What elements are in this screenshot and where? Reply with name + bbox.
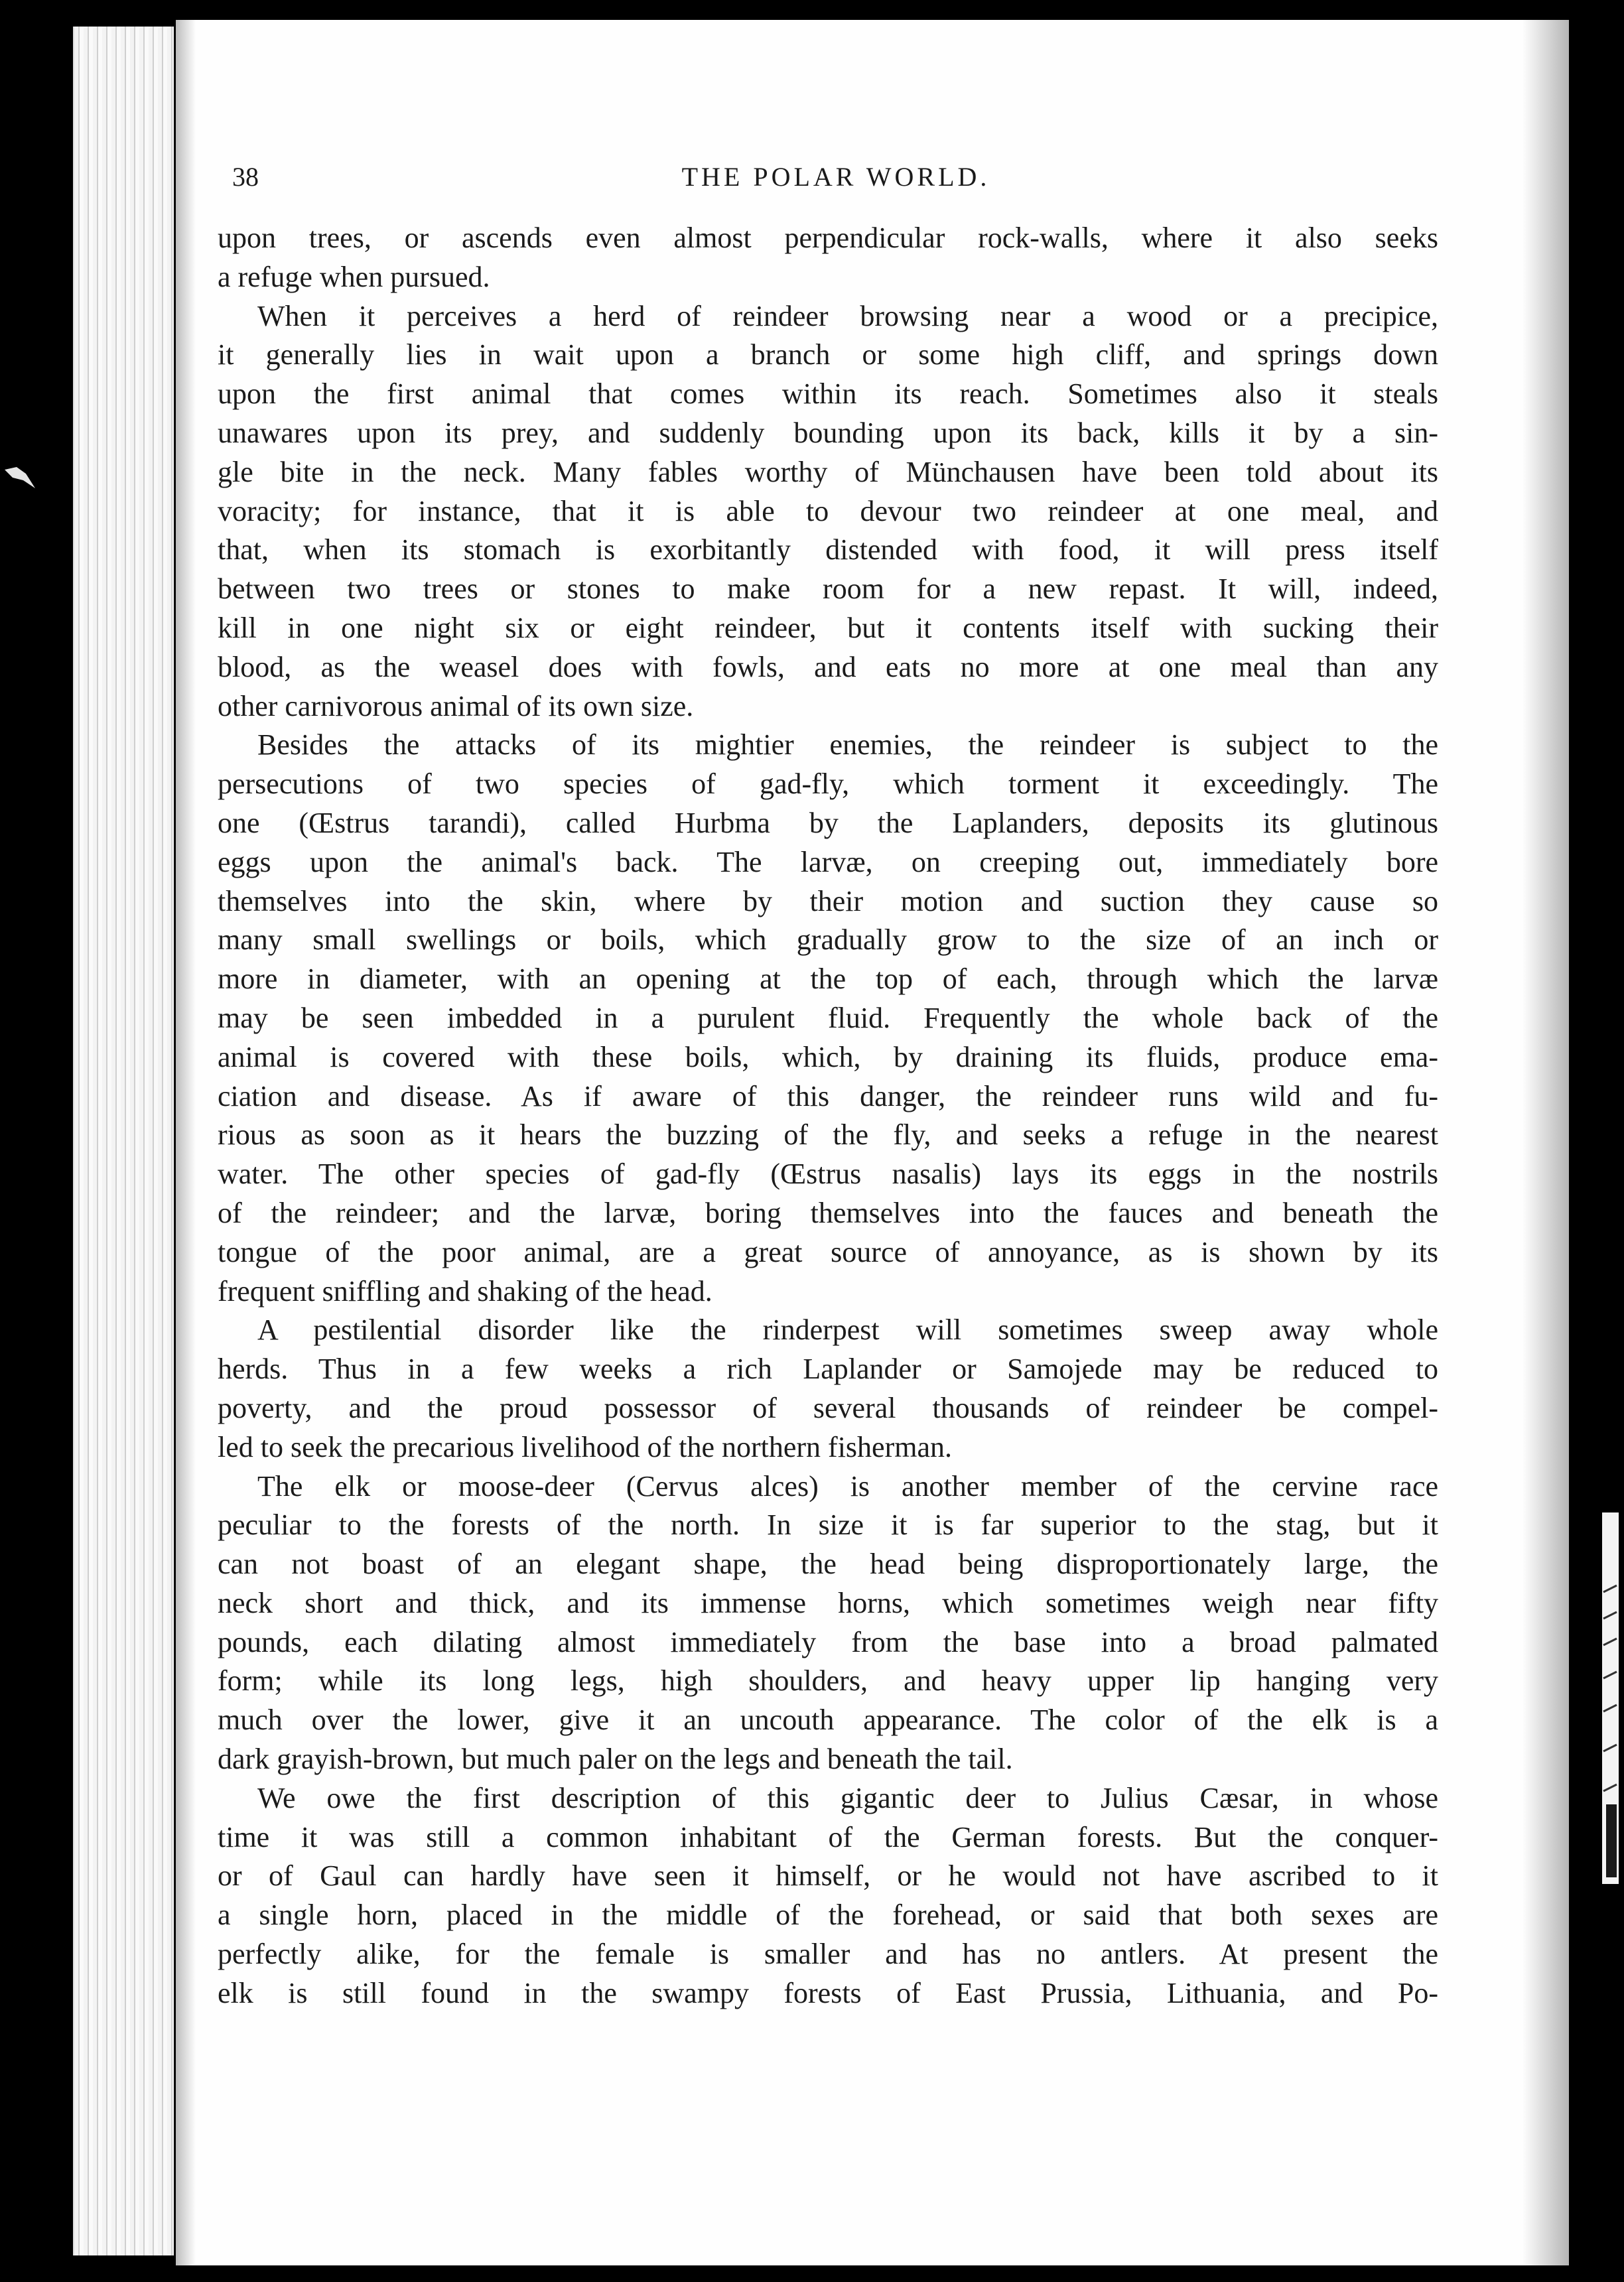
page-header (232, 161, 1440, 201)
text-line: led to seek the precarious livelihood of the northern fisherman. (218, 1430, 952, 1463)
text-line: themselves into the skin, where by their motion and suction they cause so (218, 884, 1438, 917)
text-line: upon trees, or ascends even almost perpendicular rock-walls, where it also seeks (218, 222, 1438, 254)
library-stamp-edge (1582, 1512, 1619, 1884)
text-line: one (Œstrus tarandi), called Hurbma by the Laplanders, deposits its glutinous (218, 806, 1438, 839)
text-line: may be seen imbedded in a purulent fluid. Frequently the whole back of the (218, 1001, 1438, 1034)
page-number: 38 (232, 162, 259, 192)
text-line: a single horn, placed in the middle of the forehead, or said that both sexes are (218, 1899, 1438, 1932)
text-line: that, when its stomach is exorbitantly distended with food, it will press itself (218, 533, 1438, 567)
text-line: We owe the first description of this gigantic deer to Julius Cæsar, in whose (257, 1781, 1438, 1814)
text-line: of the reindeer; and the larvæ, boring themselves into the fauces and beneath the (218, 1196, 1438, 1229)
text-line: herds. Thus in a few weeks a rich Laplander or Samojede may be reduced to (218, 1353, 1438, 1386)
text-line: upon the first animal that comes within its reach. Sometimes also it steals (218, 377, 1438, 411)
text-line: voracity; for instance, that it is able to devour two reindeer at one meal, and (218, 494, 1438, 527)
text-line: more in diameter, with an opening at the top of each, through which the larvæ (218, 963, 1438, 996)
text-line: tongue of the poor animal, are a great source of annoyance, as is shown by its (218, 1235, 1438, 1268)
text-line: can not boast of an elegant shape, the head being disproportionately large, the (218, 1548, 1438, 1581)
text-line: When it perceives a herd of reindeer browsing near a wood or a precipice, (257, 299, 1438, 332)
text-line: gle bite in the neck. Many fables worthy of Münchausen have been told about its (218, 455, 1438, 488)
page-edge-shadow (1522, 20, 1569, 2265)
text-line: The elk or moose-deer (Cervus alces) is another member of the cervine race (257, 1469, 1438, 1503)
text-line: other carnivorous animal of its own size. (218, 689, 694, 722)
text-line: it generally lies in wait upon a branch or some high cliff, and springs down (218, 338, 1438, 371)
text-line: much over the lower, give it an uncouth appearance. The color of the elk is a (218, 1704, 1438, 1737)
text-line: or of Gaul can hardly have seen it himself, or he would not have ascribed to it (218, 1859, 1438, 1893)
text-line: kill in one night six or eight reindeer, but it contents itself with sucking their (218, 611, 1438, 644)
body-text (218, 219, 1438, 2013)
text-line: frequent sniffling and shaking of the head. (218, 1274, 712, 1308)
text-line: blood, as the weasel does with fowls, and eats no more at one meal than any (218, 650, 1438, 683)
text-line: poverty, and the proud possessor of several thousands of reindeer be compel- (218, 1391, 1438, 1424)
text-line: form; while its long legs, high shoulders, and heavy upper lip hanging very (218, 1664, 1438, 1698)
running-head: THE POLAR WORLD. (681, 162, 990, 192)
text-line: time it was still a common inhabitant of the German forests. But the conquer- (218, 1820, 1438, 1853)
text-line: A pestilential disorder like the rinderpest will sometimes sweep away whole (257, 1313, 1438, 1347)
text-line: pounds, each dilating almost immediately from the base into a broad palmated (218, 1625, 1438, 1658)
text-line: perfectly alike, for the female is smaller and has no antlers. At present the (218, 1938, 1438, 1971)
text-line: many small swellings or boils, which gradually grow to the size of an inch or (218, 923, 1438, 957)
text-line: persecutions of two species of gad-fly, which torment it exceedingly. The (218, 768, 1438, 801)
text-line: between two trees or stones to make room for a new repast. It will, indeed, (218, 572, 1438, 606)
text-line: eggs upon the animal's back. The larvæ, on creeping out, immediately bore (218, 845, 1438, 878)
text-line: rious as soon as it hears the buzzing of the fly, and seeks a refuge in the nearest (218, 1118, 1438, 1152)
margin-feather-mark (3, 464, 36, 491)
spine-shadow (176, 20, 196, 2265)
text-line: unawares upon its prey, and suddenly bounding upon its back, kills it by a sin- (218, 416, 1438, 449)
text-line: a refuge when pursued. (218, 260, 490, 293)
text-line: elk is still found in the swampy forests of East Prussia, Lithuania, and Po- (218, 1976, 1438, 2009)
text-line: water. The other species of gad-fly (Œstrus nasalis) lays its eggs in the nostrils (218, 1158, 1438, 1191)
text-line: peculiar to the forests of the north. In size it is far superior to the stag, but it (218, 1509, 1438, 1542)
stacked-page-edges (73, 27, 174, 2255)
text-line: animal is covered with these boils, which, by draining its fluids, produce ema- (218, 1040, 1438, 1073)
text-line: ciation and disease. As if aware of this danger, the reindeer runs wild and fu- (218, 1079, 1438, 1112)
text-line: dark grayish-brown, but much paler on the legs and beneath the tail. (218, 1743, 1013, 1776)
text-line: Besides the attacks of its mightier enemies, the reindeer is subject to the (257, 728, 1438, 762)
text-line: neck short and thick, and its immense horns, which sometimes weigh near fifty (218, 1586, 1438, 1619)
